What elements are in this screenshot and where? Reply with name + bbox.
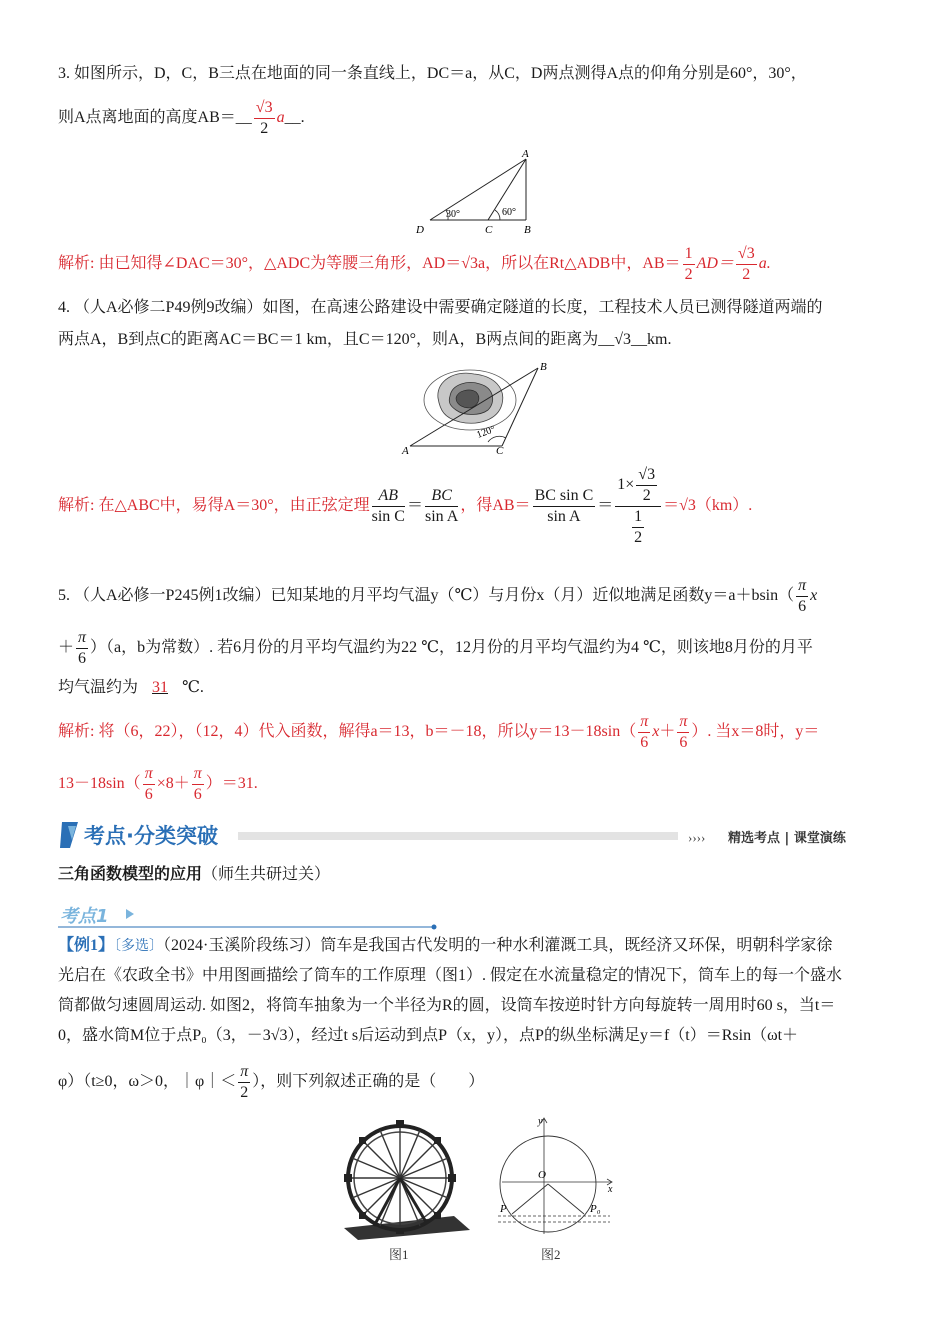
q4-sol-frac4 [615, 465, 661, 548]
q5-line3-pre: 均气温约为 [58, 679, 139, 696]
ex1-line1 [58, 932, 890, 961]
q3-line2-pre: 则A点离地面的高度AB＝__ [58, 109, 252, 127]
section-subtitle-bold: 三角函数模型的应用 [58, 864, 203, 883]
q4-sol-frac4-bot-den: 2 [634, 528, 643, 546]
ex1-pi: π [238, 1062, 250, 1083]
q3-ans-den: 2 [260, 120, 269, 137]
q3-solution [58, 244, 890, 285]
q3-sol-end: a. [758, 255, 771, 273]
q5-pi-over-6-a [796, 576, 808, 617]
q4-line1: 4. （人A必修二P49例9改编）如图，在高速公路建设中需要确定隧道的长度，工程技术人员已测得隧道两端的 [58, 299, 823, 316]
section-header: ›››› 考点·分类突破 精选考点 | 课堂演练 [58, 818, 890, 854]
fig2-label-p0: P₀ [590, 1203, 601, 1215]
ex1-pi-over-2 [238, 1062, 250, 1103]
q3-fig-angle-30: 30° [446, 209, 460, 220]
section-subtitle-rest: （师生共研过关） [202, 866, 331, 883]
section-title: 考点·分类突破 [84, 824, 218, 848]
fig2-label-y: y [538, 1116, 543, 1127]
q4-sol-frac4-top-num: √3 [636, 465, 657, 486]
q4-sol-end: ＝√3（km）. [663, 497, 753, 514]
q5-line1-text: 5. （人A必修一P245例1改编）已知某地的月平均气温y（℃）与月份x（月）近似地满足函数y＝a＋bsin（ [58, 587, 795, 605]
q3-sol-mid: AD＝ [696, 255, 734, 273]
q5-sol1-end: ）. 当x＝8时，y＝ [691, 723, 820, 741]
ex1-line1-text: （2024·玉溪阶段练习）筒车是我国古代发明的一种水利灌溉工具，既经济又环保，明朝科学家徐 [163, 937, 833, 954]
ex1-line2: 光启在《农政全书》中用图画描绘了筒车的工作原理（图1）. 假定在水流量稳定的情况下，筒车上的每一个盛水 [58, 967, 843, 984]
q3-fig-label-d: D [416, 224, 424, 236]
section-chevrons: ›››› [688, 830, 706, 845]
circle-figure [494, 1114, 624, 1240]
q5-x: x [810, 587, 818, 605]
q5-sol-frac-c [143, 764, 155, 805]
q5-line1 [58, 576, 890, 617]
q3-triangle-figure [408, 145, 548, 237]
fig2-label-x: x [608, 1184, 613, 1195]
fig2-label-o: O [538, 1169, 546, 1181]
q5-sol-six-b: 6 [679, 734, 688, 751]
q4-sol-frac4-bot-num: 1 [632, 507, 644, 528]
ex1-type: 〔多选〕 [114, 939, 164, 954]
q5-solution-line1: 解析: 将（6，22），（12，4）代入函数，解得a＝13，b＝－18，所以y＝13－18sin（ $\frac{\pi}{6}$ x＋ $\frac{\pi}{6}$ ）. 当x＝8时，y＝ [58, 713, 820, 751]
q5-sol-pi-d: π [192, 764, 204, 785]
q5-sol-pi-c: π [143, 764, 155, 785]
q5-six-b: 6 [78, 650, 87, 667]
q3-sol-frac2 [736, 244, 757, 285]
q3-sol-frac1-num: 1 [683, 244, 695, 265]
q4-sol-frac2-num: BC [425, 486, 458, 507]
fig1-caption: 图1 [389, 1247, 409, 1262]
q4-sol-frac1-den: sin C [371, 507, 405, 525]
q3-sol-label: 解析: [58, 255, 95, 273]
ex1-tag: 【例1】 [58, 937, 115, 954]
q5-answer: 31 [152, 679, 169, 696]
section-right-a: 精选考点 [728, 831, 781, 846]
q4-sol-frac4-top-den: 2 [642, 486, 651, 504]
q5-sol-six-a: 6 [640, 734, 649, 751]
q5-sol2-mid: ×8＋ [156, 775, 190, 793]
q4-sol-frac1 [372, 486, 405, 527]
fig2-label-p: P [500, 1203, 507, 1215]
q4-sol-frac2 [425, 486, 458, 527]
q5-sol-frac-d [192, 764, 204, 805]
ex1-line5-post: ），则下列叙述正确的是（ ） [252, 1073, 485, 1091]
ex1-line3: 筒都做匀速圆周运动. 如图2，将筒车抽象为一个半径为R的圆，设筒车按逆时针方向每旋转一周用时60 s，当t＝ [58, 997, 836, 1014]
q5-sol-pi-b: π [677, 712, 689, 733]
q4-solution: 解析: 在△ABC中，易得A＝30°，由正弦定理 $\frac{AB}{\text{sin C}}$ ＝ $\frac{BC}{\text{sin A}}$ ，得AB＝ $\frac{\text{BC sin C}}{\text{sin A}}$ ＝ 1× $\frac{√3}{2}$ $\frac{1}{2}$ ＝√3（km）. [58, 465, 753, 546]
q4-sol-frac3-den: sin A [547, 507, 581, 525]
q4-tunnel-figure [398, 358, 558, 460]
q3-line2 [58, 98, 890, 139]
q5-line2-post: ）（a，b为常数）. 若6月份的月平均气温约为22 ℃，12月份的月平均气温约为4 ℃，则该地8月份的月平 [90, 639, 813, 657]
ex1-two: 2 [240, 1084, 249, 1101]
q4-fig-label-a: A [402, 445, 409, 457]
q3-ans-num: √3 [254, 98, 275, 119]
q3-sol-frac2-den: 2 [742, 266, 751, 283]
q4-fig-angle: 120° [475, 423, 497, 441]
q4-sol-mid: ，得AB＝ [460, 497, 531, 514]
q5-sol-frac-a [638, 712, 650, 753]
q3-line1: 3. 如图所示，D，C，B三点在地面的同一条直线上，DC＝a，从C，D两点测得A点的仰角分别是60°，30°， [58, 65, 807, 82]
kaodian-tag-label: 考点1 [60, 906, 109, 927]
q3-sol-frac1 [683, 244, 695, 285]
ex1-line4: 0，盛水筒M位于点P₀（3，－3√3），经过t s后运动到点P（x，y），点P的纵坐标满足y＝f（t）＝Rsin（ωt＋ [58, 1027, 799, 1044]
q3-answer-fraction [254, 98, 275, 139]
q4-fig-label-b: B [540, 361, 547, 373]
q3-sol-text: 由已知得∠DAC＝30°，△ADC为等腰三角形，AD＝√3a，所以在Rt△ADB中，AB＝ [98, 255, 681, 273]
q4-sol-label: 解析: [58, 497, 95, 514]
q3-fig-angle-60: 60° [502, 207, 516, 218]
q4-sol-frac4-top-pre: 1× [617, 476, 635, 493]
q4-sol-frac3-num: BC sin C [533, 486, 596, 507]
q5-sol2-end: ）＝31. [205, 775, 258, 793]
q3-ans-var: a [276, 109, 285, 127]
q5-six-a: 6 [798, 598, 807, 615]
q5-sol-six-c: 6 [144, 786, 153, 803]
q3-fig-label-a: A [522, 148, 529, 160]
q5-sol-frac-b [677, 712, 689, 753]
q5-pi-over-6-b [76, 628, 88, 669]
q5-sol2-pre: 13－18sin（ [58, 775, 141, 793]
q5-sol1: 将（6，22），（12，4）代入函数，解得a＝13，b＝－18，所以y＝13－18sin（ [98, 723, 637, 741]
q4-fig-label-c: C [496, 445, 504, 457]
q3-sol-frac2-num: √3 [736, 244, 757, 265]
q5-sol-six-d: 6 [193, 786, 202, 803]
q3-sol-frac1-den: 2 [684, 266, 693, 283]
q4-sol-frac1-num: AB [372, 486, 405, 507]
q3-line2-post: __. [284, 109, 305, 127]
q5-pi-a: π [796, 576, 808, 597]
q4-line2: 两点A，B到点C的距离AC＝BC＝1 km，且C＝120°，则A，B两点间的距离为__√3__km. [58, 331, 672, 348]
section-subtitle [58, 860, 890, 889]
q3-fig-label-c: C [485, 224, 493, 236]
q4-sol-frac2-den: sin A [424, 507, 459, 525]
q4-sol-pre: 在△ABC中，易得A＝30°，由正弦定理 [98, 497, 370, 514]
q4-sol-frac3 [533, 486, 596, 527]
q5-pi-b: π [76, 628, 88, 649]
q5-sol-label: 解析: [58, 723, 95, 741]
q5-solution-line2 [58, 764, 890, 805]
q5-line2: ＋ $\frac{\pi}{6}$ ）（a，b为常数）. 若6月份的月平均气温约为22 ℃，12月份的月平均气温约为4 ℃，则该地8月份的月平 [58, 629, 813, 667]
waterwheel-figure [334, 1118, 474, 1242]
q3-fig-label-b: B [524, 224, 531, 236]
section-right-b: 课堂演练 [793, 831, 846, 846]
q5-line3-post: ℃. [182, 679, 204, 696]
q5-line3 [58, 674, 890, 702]
fig2-caption: 图2 [541, 1247, 561, 1262]
ex1-line5 [58, 1062, 890, 1103]
kaodian-tag [58, 900, 438, 930]
ex1-line5-pre: φ）（t≥0，ω＞0，｜φ｜＜ [58, 1073, 237, 1091]
q5-sol-pi-a: π [638, 712, 650, 733]
